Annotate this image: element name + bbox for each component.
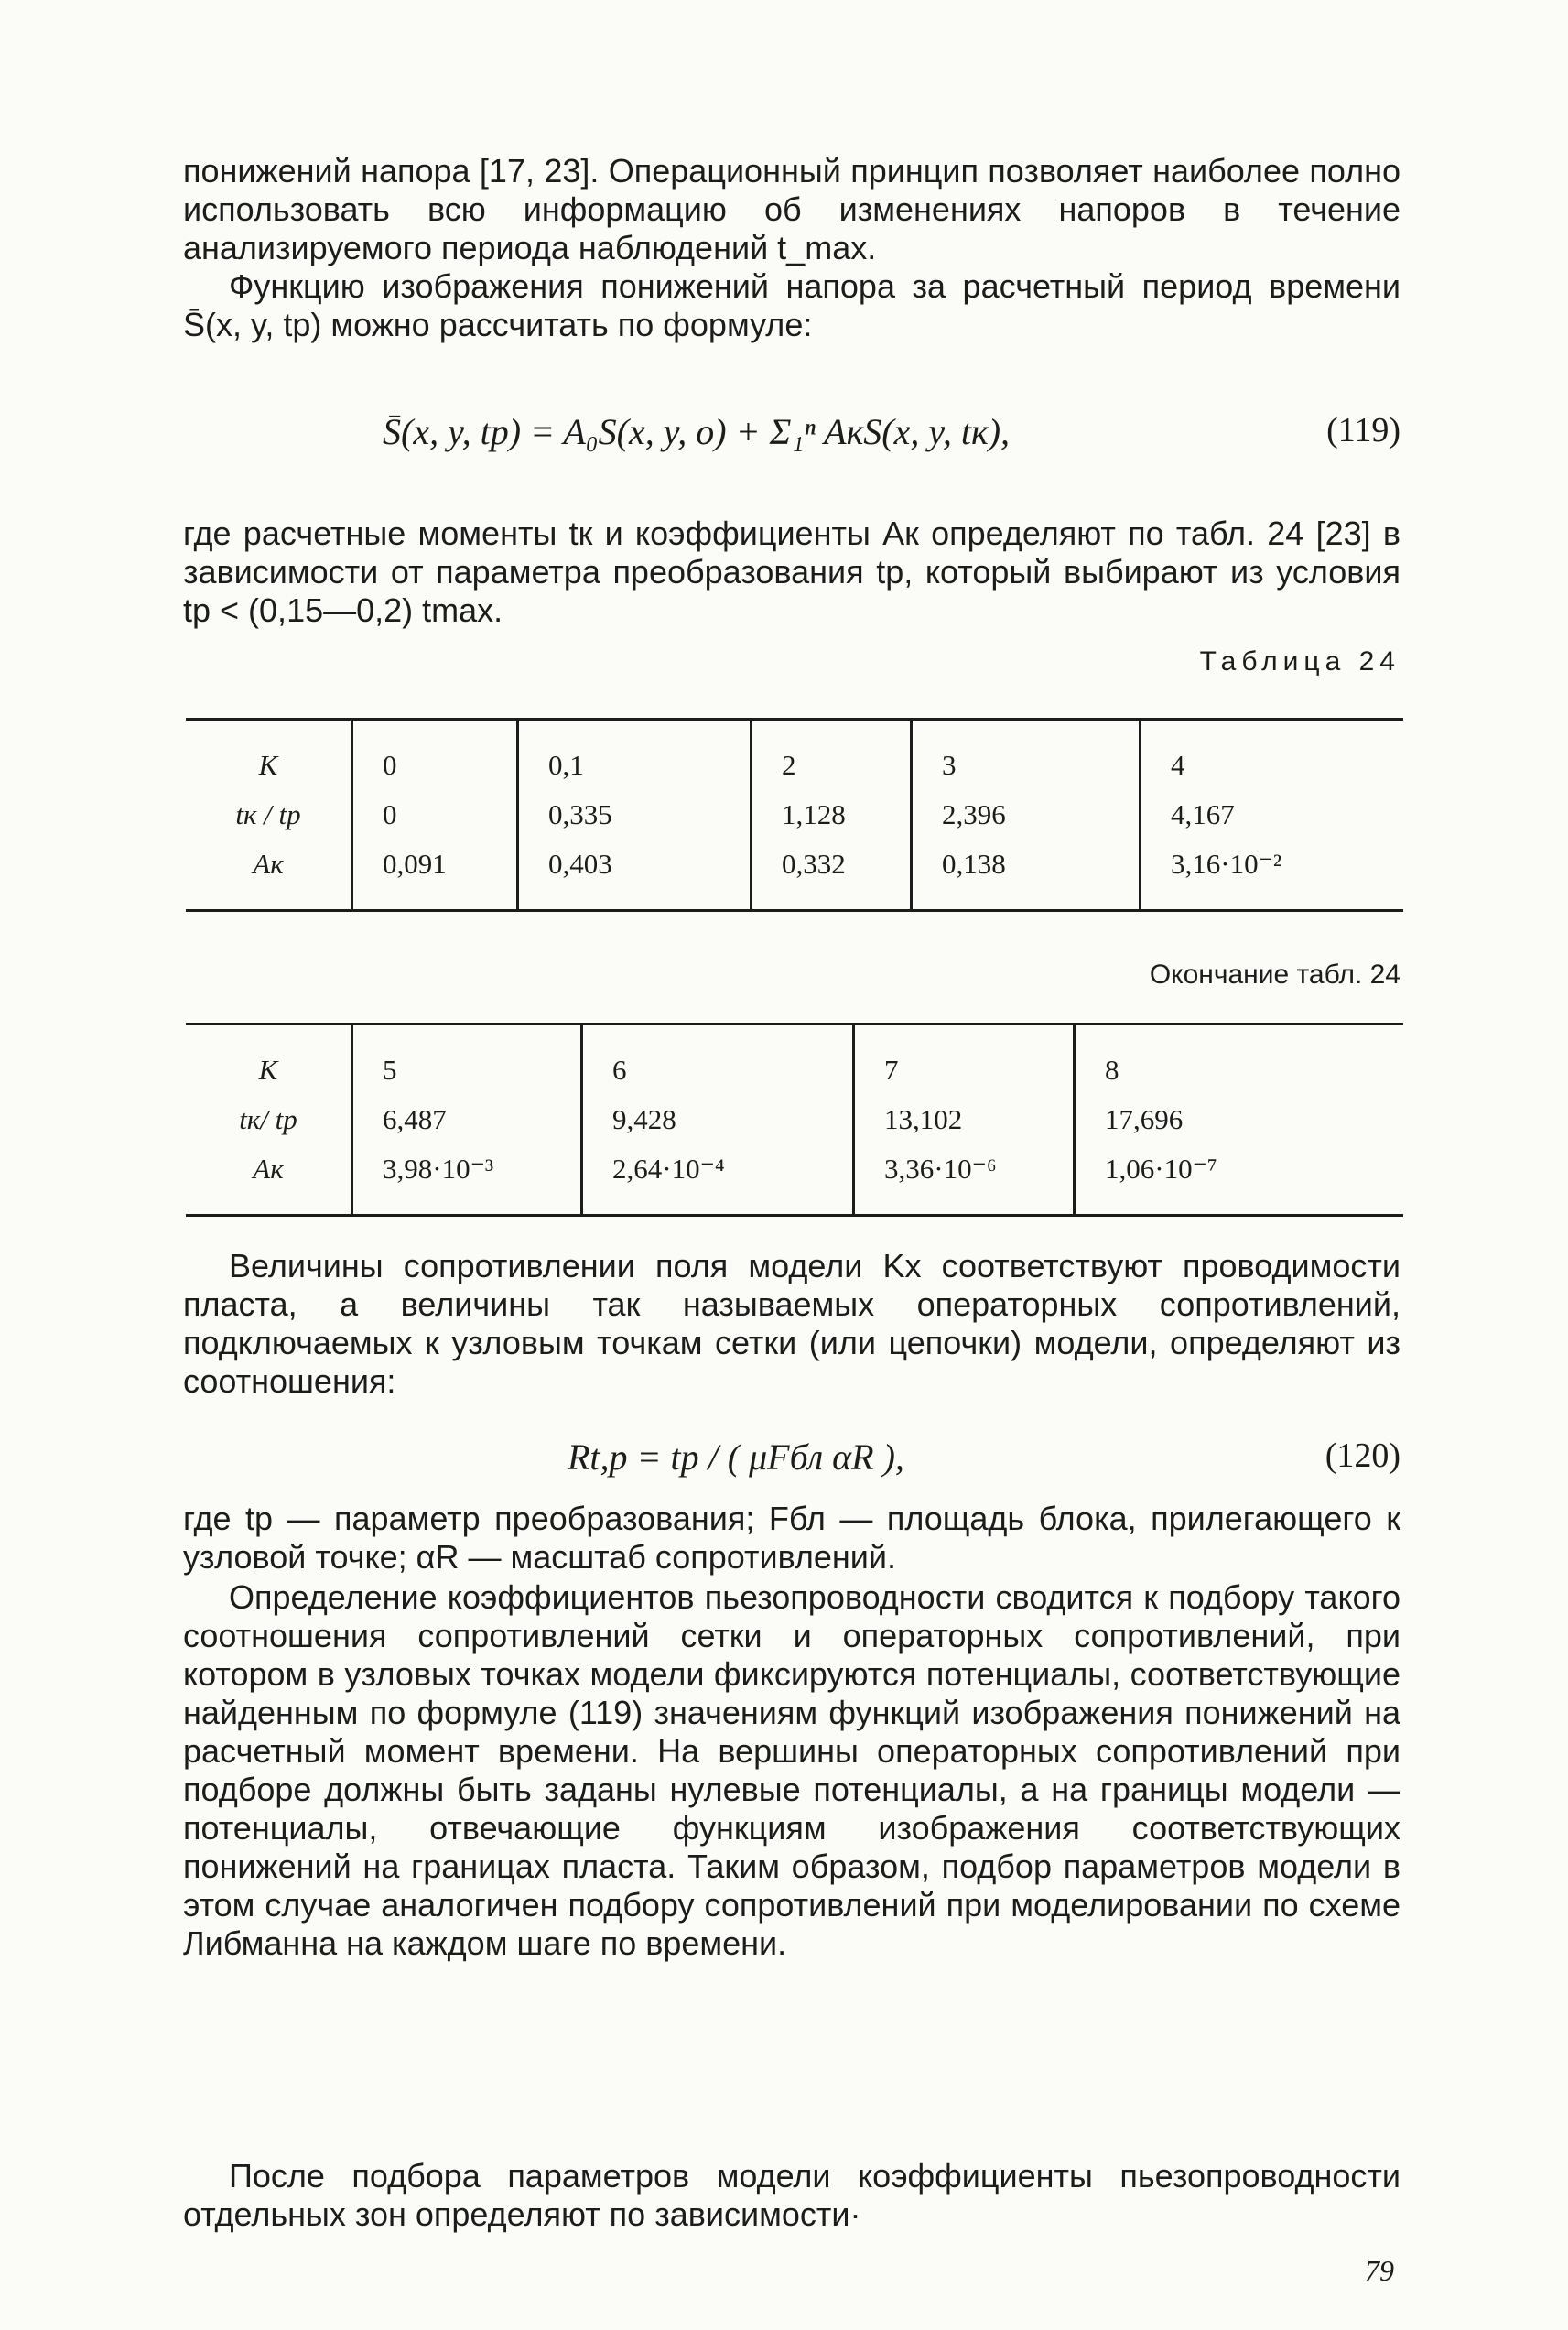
- table-column: [518, 720, 752, 911]
- table-cell: 2,64·10⁻⁴: [612, 1153, 725, 1185]
- row-label-ak: Aк: [253, 1153, 284, 1185]
- table-cell: 0,332: [782, 848, 846, 880]
- table-cell: 13,102: [884, 1103, 963, 1135]
- table-cell: 8: [1105, 1054, 1119, 1086]
- table-cell: 3,98·10⁻³: [383, 1153, 494, 1185]
- table-cell: 9,428: [612, 1103, 676, 1135]
- table-24: [186, 718, 1403, 912]
- equation-number-119: (119): [1326, 411, 1400, 450]
- table-row: [186, 1024, 1403, 1216]
- row-label-k: K: [258, 749, 278, 781]
- table-column: [352, 720, 518, 911]
- table-column: [912, 720, 1141, 911]
- table-24-caption: Таблица 24: [1199, 646, 1400, 677]
- paragraph-2: Функцию изображения понижений напора за расчетный период времени S̄(x, y, tp) можно рассчитать по формуле:: [183, 267, 1400, 343]
- table-cell: 3,16·10⁻²: [1171, 848, 1282, 880]
- table-column: [1141, 720, 1404, 911]
- table-column: [1075, 1024, 1404, 1216]
- table-cell: 6: [612, 1054, 627, 1086]
- paragraph-6: Определение коэффициентов пьезопроводности сводится к подбору такого соотношения сопротивлений сетки и операторных сопротивлений, при котором в узловых точках модели фиксируются потенциалы, соответствующие найденным по формуле (119) значениям функций изображения понижений на расчетный момент времени. На вершины операторных сопротивлений при подборе должны быть заданы нулевые потенциалы, а на границы модели — потенциалы, отвечающие функциям изображения соответствующих понижений на границах пласта. Таким образом, подбор параметров модели в этом случае аналогичен подбору сопротивлений при моделировании по схеме Либманна на каждом шаге по времени.: [183, 1578, 1400, 1962]
- table-cell: 0,138: [942, 848, 1006, 880]
- table-cell: 1,128: [782, 798, 846, 830]
- row-label-tk-tp: tк/ tр: [239, 1103, 297, 1135]
- table-24-continued: [186, 1023, 1403, 1217]
- table-cell: 0: [383, 798, 397, 830]
- paragraph-5: где tр — параметр преобразования; Fбл — площадь блока, прилегающего к узловой точке; αR — масштаб сопротивлений.: [183, 1500, 1400, 1576]
- paragraph-4: Величины сопротивлении поля модели Kx соответствуют проводимости пласта, а величины так называемых операторных сопротивлений, подключаемых к узловым точкам сетки (или цепочки) модели, определяют из соотношения:: [183, 1247, 1400, 1400]
- equation-number-120: (120): [1325, 1436, 1400, 1475]
- row-label-tk-tp: tк / tр: [235, 798, 301, 830]
- table-cell: 0,091: [383, 848, 447, 880]
- row-label-k: K: [258, 1054, 278, 1086]
- formula-119: S̄(x, y, tp) = A₀S(x, y, o) + Σ₁ⁿ AкS(x, y, tк),: [383, 411, 1011, 452]
- row-labels-cell: [186, 1024, 352, 1216]
- table-cell: 5: [383, 1054, 397, 1086]
- table-column: [854, 1024, 1075, 1216]
- table-column: [582, 1024, 854, 1216]
- formula-120: Rt,p = tp / ( μFбл αR ),: [568, 1436, 904, 1478]
- table-cell: 0,1: [548, 749, 584, 781]
- table-cell: 4,167: [1171, 798, 1235, 830]
- table-cell: 0: [383, 749, 397, 781]
- row-labels-cell: [186, 720, 352, 911]
- paragraph-1: понижений напора [17, 23]. Операционный принцип позволяет наиболее полно использовать всю информацию об изменениях напоров в течение анализируемого периода наблюдений t_max.: [183, 152, 1400, 266]
- row-label-ak: Aк: [253, 848, 284, 880]
- table-cell: 7: [884, 1054, 899, 1086]
- table-row: [186, 720, 1403, 911]
- table-cell: 3,36·10⁻⁶: [884, 1153, 997, 1185]
- table-cell: 2: [782, 749, 796, 781]
- table-column: [752, 720, 912, 911]
- table-cell: 2,396: [942, 798, 1006, 830]
- table-cell: 0,335: [548, 798, 612, 830]
- table-cell: 4: [1171, 749, 1185, 781]
- page-number: 79: [1365, 2254, 1394, 2287]
- table-cell: 6,487: [383, 1103, 447, 1135]
- paragraph-3: где расчетные моменты tк и коэффициенты Aк определяют по табл. 24 [23] в зависимости от параметра преобразования tp, который выбирают из условия tp < (0,15—0,2) tmax.: [183, 515, 1400, 629]
- table-column: [352, 1024, 582, 1216]
- paragraph-7: После подбора параметров модели коэффициенты пьезопроводности отдельных зон определяют по зависимости·: [183, 2157, 1400, 2233]
- table-cell: 17,696: [1105, 1103, 1184, 1135]
- table-cell: 0,403: [548, 848, 612, 880]
- table-24-end-caption: Окончание табл. 24: [1149, 959, 1400, 990]
- table-cell: 1,06·10⁻⁷: [1105, 1153, 1217, 1185]
- table-cell: 3: [942, 749, 957, 781]
